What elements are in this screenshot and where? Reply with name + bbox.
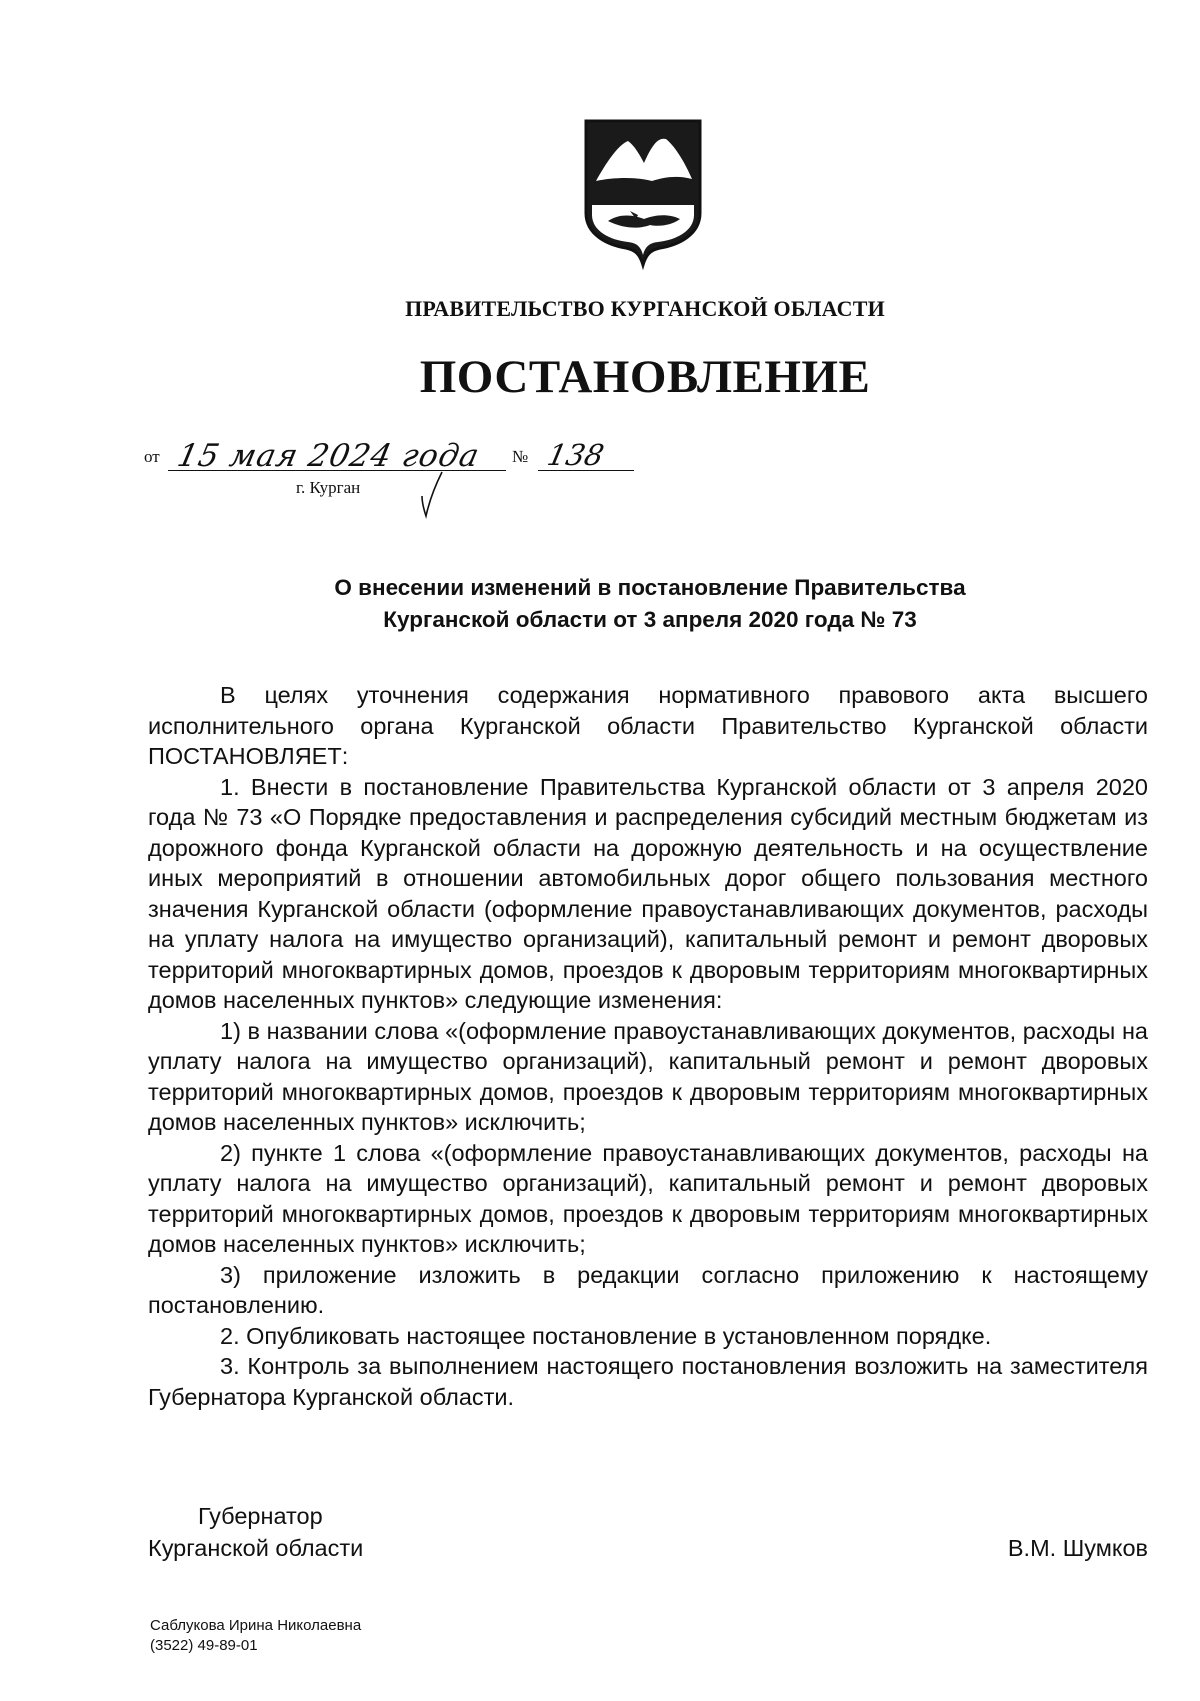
document-title xyxy=(100,572,1200,636)
document-body xyxy=(148,680,1148,1412)
title-line-1: О внесении изменений в постановление Правительства xyxy=(334,575,966,600)
body-paragraph-subitem-1: 1) в названии слова «(оформление правоустанавливающих документов, расходы на уплату налога на имущество организаций), капитальный ремонт и ремонт дворовых территорий многоквартирных домов, проездов к дворовым территориям многоквартирных домов населенных пунктов» исключить; xyxy=(148,1017,1148,1135)
coat-of-arms-icon xyxy=(578,115,708,270)
handwritten-stroke-icon xyxy=(418,470,448,520)
government-name: ПРАВИТЕЛЬСТВО КУРГАНСКОЙ ОБЛАСТИ xyxy=(405,296,885,321)
body-paragraph-item-1: 1. Внести в постановление Правительства Курганской области от 3 апреля 2020 года № 73 «О Порядке предоставления и распределения субсидий местным бюджетам из дорожного фонда Курганской области на дорожную деятельность и на осуществление иных мероприятий в отношении автомобильных дорог общего пользования местного значения Курганской области (оформление правоустанавливающих документов, расходы на уплату налога на имущество организаций), капитальный ремонт и ремонт дворовых территорий многоквартирных домов, проездов к дворовым территориям многоквартирных домов населенных пунктов» следующие изменения: xyxy=(148,773,1148,1013)
signatory-position-line-2: Курганской области xyxy=(148,1535,364,1561)
date-label: от xyxy=(144,447,160,466)
number-label: № xyxy=(512,447,529,466)
body-paragraph-item-2: 2. Опубликовать настоящее постановление в установленном порядке. xyxy=(220,1322,992,1349)
handwritten-number: 138 xyxy=(544,438,607,472)
executor-name: Саблукова Ирина Николаевна xyxy=(150,1617,362,1634)
body-paragraph-subitem-3: 3) приложение изложить в редакции согласно приложению к настоящему постановлению. xyxy=(148,1261,1148,1318)
city-name: г. Курган xyxy=(296,478,361,497)
signatory-name: В.М. Шумков xyxy=(1007,1535,1148,1561)
executor-info xyxy=(150,1616,361,1656)
handwritten-date: 15 мая 2024 года xyxy=(174,438,483,474)
signatory-position xyxy=(148,1500,448,1564)
document-type-heading: ПОСТАНОВЛЕНИЕ xyxy=(419,351,871,403)
title-line-2: Курганской области от 3 апреля 2020 года № 73 xyxy=(383,607,917,632)
executor-phone: (3522) 49-89-01 xyxy=(150,1637,258,1654)
signatory-position-line-1: Губернатор xyxy=(198,1503,323,1529)
body-paragraph-subitem-2: 2) пункте 1 слова «(оформление правоустанавливающих документов, расходы на уплату налога на имущество организаций), капитальный ремонт и ремонт дворовых территорий многоквартирных домов, проездов к дворовым территориям многоквартирных домов населенных пунктов» исключить; xyxy=(148,1139,1148,1257)
body-paragraph-preamble: В целях уточнения содержания нормативного правового акта высшего исполнительного органа Курганской области Правительство Курганской области ПОСТАНОВЛЯЕТ: xyxy=(148,682,1148,769)
body-paragraph-item-3: 3. Контроль за выполнением настоящего постановления возложить на заместителя Губернатора Курганской области. xyxy=(148,1353,1148,1410)
